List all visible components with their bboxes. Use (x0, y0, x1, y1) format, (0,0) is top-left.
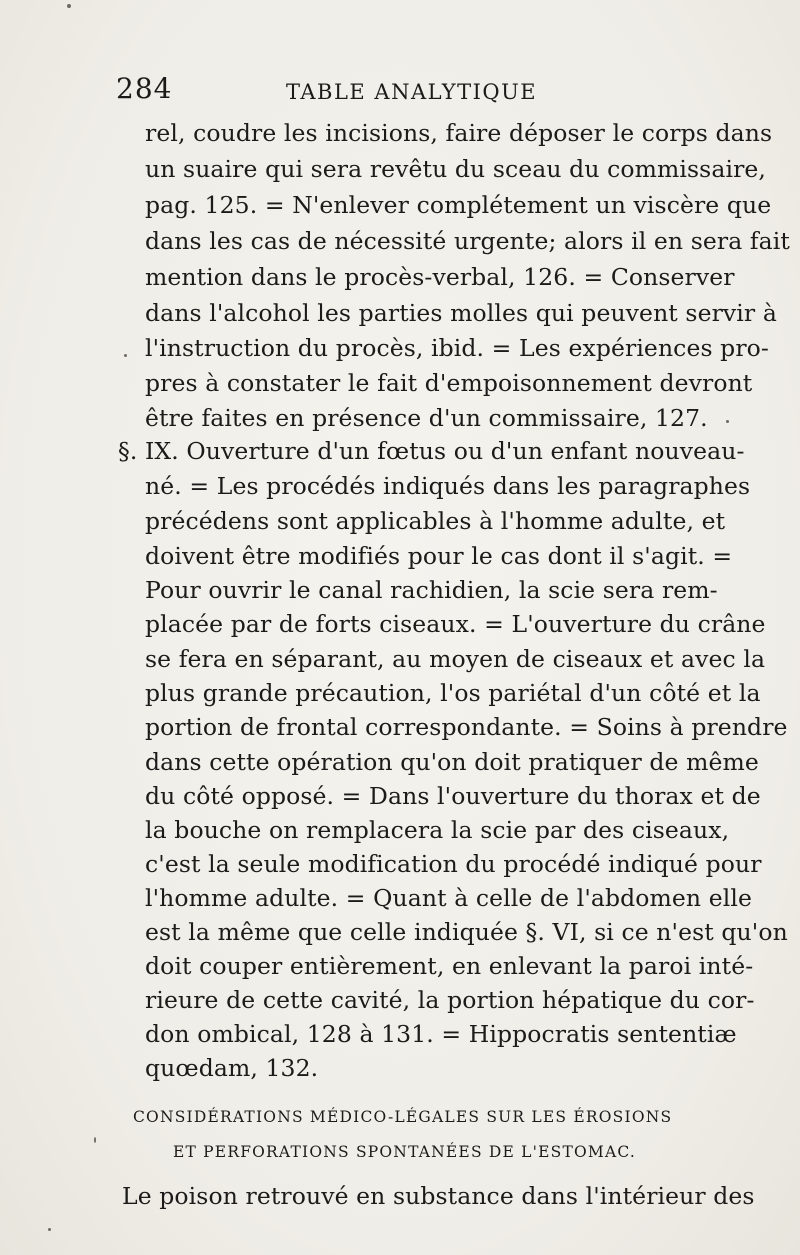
text-line: l'homme adulte. = Quant à celle de l'abdomen elle (145, 884, 752, 912)
paper-speck (48, 1228, 51, 1231)
paper-speck (124, 354, 127, 357)
text-line: rieure de cette cavité, la portion hépatique du cor- (145, 986, 755, 1014)
text-line: dans les cas de nécessité urgente; alors il en sera fait (145, 227, 790, 255)
paper-speck (726, 420, 729, 423)
text-line: se fera en séparant, au moyen de ciseaux et avec la (145, 645, 766, 673)
text-line: doivent être modifiés pour le cas dont il s'agit. = (145, 542, 733, 570)
page-number: 284 (116, 72, 173, 105)
text-line: est la même que celle indiquée §. VI, si ce n'est qu'on (145, 918, 788, 946)
text-line: être faites en présence d'un commissaire, 127. (145, 404, 708, 432)
text-line: pres à constater le fait d'empoisonnement devront (145, 369, 753, 397)
body-text-line: Le poison retrouvé en substance dans l'intérieur des (122, 1182, 755, 1210)
section-heading-line-2: ET PERFORATIONS SPONTANÉES DE L'ESTOMAC. (173, 1143, 636, 1161)
text-line: c'est la seule modification du procédé indiqué pour (145, 850, 762, 878)
text-line: portion de frontal correspondante. = Soins à prendre (145, 713, 788, 741)
text-line: rel, coudre les incisions, faire déposer le corps dans (145, 119, 773, 147)
text-line: pag. 125. = N'enlever complétement un viscère que (145, 191, 772, 219)
text-line: du côté opposé. = Dans l'ouverture du thorax et de (145, 782, 761, 810)
section-heading-line-1: CONSIDÉRATIONS MÉDICO-LÉGALES SUR LES ÉROSIONS (133, 1108, 673, 1126)
text-line: précédens sont applicables à l'homme adulte, et (145, 507, 726, 535)
text-line: né. = Les procédés indiqués dans les paragraphes (145, 472, 751, 500)
text-line: plus grande précaution, l'os pariétal d'un côté et la (145, 679, 761, 707)
section-entry-line: §. IX. Ouverture d'un fœtus ou d'un enfant nouveau- (118, 437, 745, 465)
text-line: dans l'alcohol les parties molles qui peuvent servir à (145, 299, 777, 327)
text-line: l'instruction du procès, ibid. = Les expériences pro- (145, 334, 769, 362)
text-line: dans cette opération qu'on doit pratiquer de même (145, 748, 759, 776)
paper-speck (67, 4, 71, 8)
paper-speck (94, 1137, 96, 1143)
text-line: placée par de forts ciseaux. = L'ouverture du crâne (145, 610, 766, 638)
text-line: doit couper entièrement, en enlevant la paroi inté- (145, 952, 754, 980)
running-head: TABLE ANALYTIQUE (286, 80, 538, 104)
text-line: don ombical, 128 à 131. = Hippocratis sententiæ (145, 1020, 737, 1048)
text-line: Pour ouvrir le canal rachidien, la scie sera rem- (145, 576, 718, 604)
text-line: la bouche on remplacera la scie par des ciseaux, (145, 816, 730, 844)
text-line: un suaire qui sera revêtu du sceau du commissaire, (145, 155, 766, 183)
text-line: mention dans le procès-verbal, 126. = Conserver (145, 263, 735, 291)
text-line: quœdam, 132. (145, 1054, 319, 1082)
